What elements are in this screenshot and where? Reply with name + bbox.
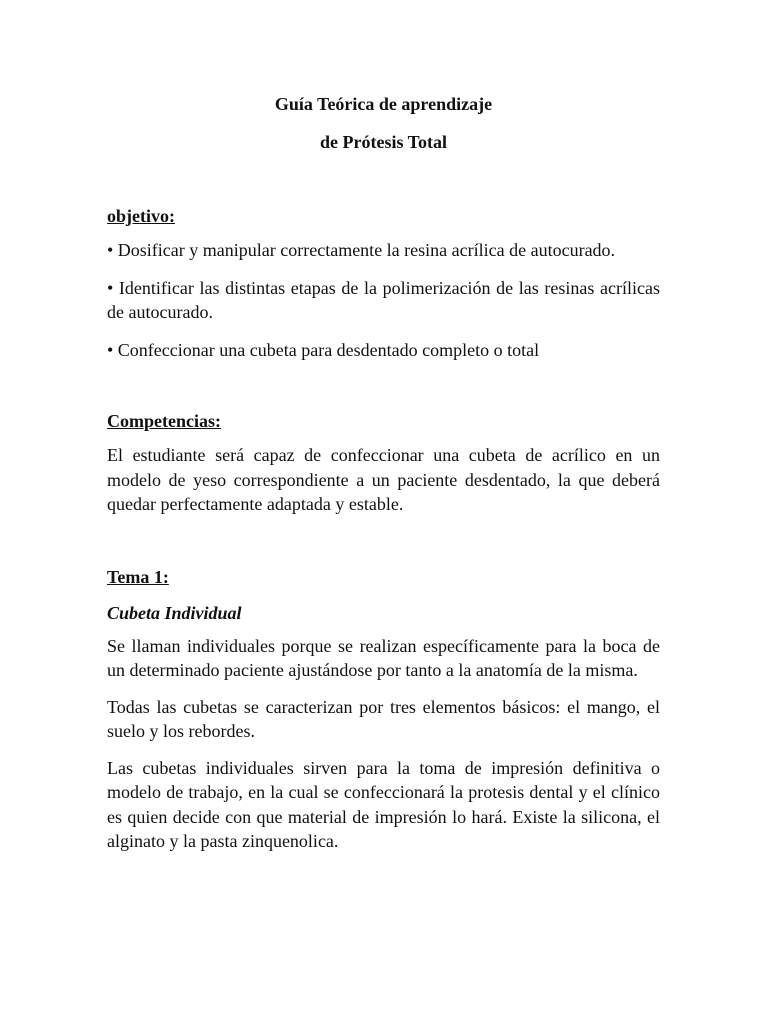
document-title-line-2: de Prótesis Total <box>319 132 447 152</box>
tema1-paragraph-2: Todas las cubetas se caracterizan por tres elementos básicos: el mango, el suelo y los rebordes. <box>107 696 660 741</box>
objetivo-item-3: • Confeccionar una cubeta para desdentado completo o total <box>107 339 540 360</box>
tema1-paragraph-1: Se llaman individuales porque se realizan específicamente para la boca de un determinado paciente ajustándose por tanto a la anatomía de la misma. <box>107 635 660 680</box>
objetivo-item-2: • Identificar las distintas etapas de la polimerización de las resinas acrílicas de autocurado. <box>107 277 660 322</box>
tema1-paragraph-3: Las cubetas individuales sirven para la toma de impresión definitiva o modelo de trabajo, en la cual se confeccionará la protesis dental y el clínico es quien decide con que material de impresión lo hará. Existe la silicona, el alginato y la pasta zinquenolica. <box>107 757 660 851</box>
objetivo-heading: objetivo: <box>107 206 175 226</box>
tema1-heading: Tema 1: <box>107 566 169 587</box>
document-title-line-1: Guía Teórica de aprendizaje <box>274 94 493 114</box>
competencias-text: El estudiante será capaz de confeccionar una cubeta de acrílico en un modelo de yeso correspondiente a un paciente desdentado, la que deberá quedar perfectamente adaptada y estable. <box>107 445 660 514</box>
document-page <box>107 92 660 854</box>
objetivo-item-1: • Dosificar y manipular correctamente la resina acrílica de autocurado. <box>107 240 616 260</box>
competencias-heading: Competencias: <box>107 411 221 431</box>
tema1-subheading: Cubeta Individual <box>107 602 242 623</box>
